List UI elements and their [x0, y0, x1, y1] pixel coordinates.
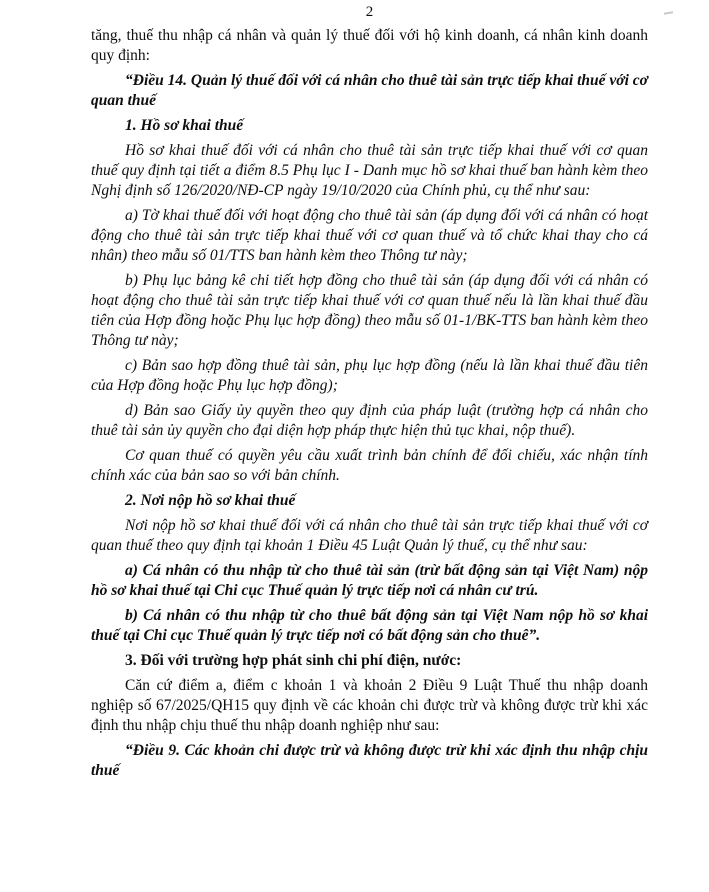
page-number: 2: [365, 4, 374, 20]
paragraph-item-b: b) Phụ lục bảng kê chi tiết hợp đồng cho thuê tài sản (áp dụng đối với cá nhân có hoạt động cho thuê tài sản trực tiếp khai thuế với cơ quan thuế nếu là lần khai thuế đầu tiên của Hợp đồng hoặc Phụ lục hợp đồng) theo mẫu số 01-1/BK-TTS ban hành kèm theo Thông tư này;: [91, 272, 648, 349]
heading-section-3-chi-phi-dien-nuoc: 3. Đối với trường hợp phát sinh chi phí điện, nước:: [125, 652, 462, 669]
paragraph-item-b-bold: b) Cá nhân có thu nhập từ cho thuê bất động sản tại Việt Nam nộp hồ sơ khai thuế tại Chi cục Thuế quản lý trực tiếp nơi có bất động sản cho thuê”.: [91, 607, 648, 644]
paragraph-item-a: a) Tờ khai thuế đối với hoạt động cho thuê tài sản (áp dụng đối với cá nhân có hoạt động cho thuê tài sản trực tiếp khai thuế với cơ quan thuế và tổ chức khai thay cho cá nhân) theo mẫu số 01/TTS ban hành kèm theo Thông tư này;: [91, 207, 648, 264]
paragraph-co-quan-thue: Cơ quan thuế có quyền yêu cầu xuất trình bản chính để đối chiếu, xác nhận tính chính xác của bản sao so với bản chính.: [91, 447, 648, 484]
paragraph-item-a-bold: a) Cá nhân có thu nhập từ cho thuê tài sản (trừ bất động sản tại Việt Nam) nộp hồ sơ khai thuế tại Chi cục Thuế quản lý trực tiếp nơi cá nhân cư trú.: [91, 562, 648, 599]
heading-article-14: “Điều 14. Quản lý thuế đối với cá nhân cho thuê tài sản trực tiếp khai thuế với cơ quan thuế: [91, 72, 648, 109]
paragraph-noi-nop: Nơi nộp hồ sơ khai thuế đối với cá nhân cho thuê tài sản trực tiếp khai thuế với cơ quan thuế theo quy định tại khoản 1 Điều 45 Luật Quản lý thuế, cụ thể như sau:: [91, 517, 648, 554]
document-body: [91, 26, 648, 786]
heading-section-2-noi-nop: 2. Nơi nộp hồ sơ khai thuế: [125, 492, 296, 509]
heading-article-9: “Điều 9. Các khoản chi được trừ và không được trừ khi xác định thu nhập chịu thuế: [91, 742, 648, 779]
paragraph-item-c: c) Bản sao hợp đồng thuê tài sản, phụ lục hợp đồng (nếu là lần khai thuế đầu tiên của Hợp đồng hoặc Phụ lục hợp đồng);: [91, 357, 648, 394]
heading-section-1-ho-so-khai-thue: 1. Hồ sơ khai thuế: [125, 117, 244, 134]
paragraph-item-d: d) Bản sao Giấy ủy quyền theo quy định của pháp luật (trường hợp cá nhân cho thuê tài sản ủy quyền cho đại diện hợp pháp thực hiện thủ tục khai, nộp thuế).: [91, 402, 648, 439]
paragraph-ho-so-khai-thue: Hồ sơ khai thuế đối với cá nhân cho thuê tài sản trực tiếp khai thuế với cơ quan thuế quy định tại tiết a điểm 8.5 Phụ lục I - Danh mục hồ sơ khai thuế ban hành kèm theo Nghị định số 126/2020/NĐ-CP ngày 19/10/2020 của Chính phủ, cụ thể như sau:: [91, 142, 648, 199]
scan-artifact-mark: [664, 11, 673, 15]
paragraph-can-cu: Căn cứ điểm a, điểm c khoản 1 và khoản 2 Điều 9 Luật Thuế thu nhập doanh nghiệp số 67/2025/QH15 quy định về các khoản chi được trừ và không được trừ khi xác định thu nhập chịu thuế thu nhập doanh nghiệp như sau:: [91, 677, 648, 734]
paragraph-continuation: tăng, thuế thu nhập cá nhân và quản lý thuế đối với hộ kinh doanh, cá nhân kinh doanh quy định:: [91, 27, 648, 64]
